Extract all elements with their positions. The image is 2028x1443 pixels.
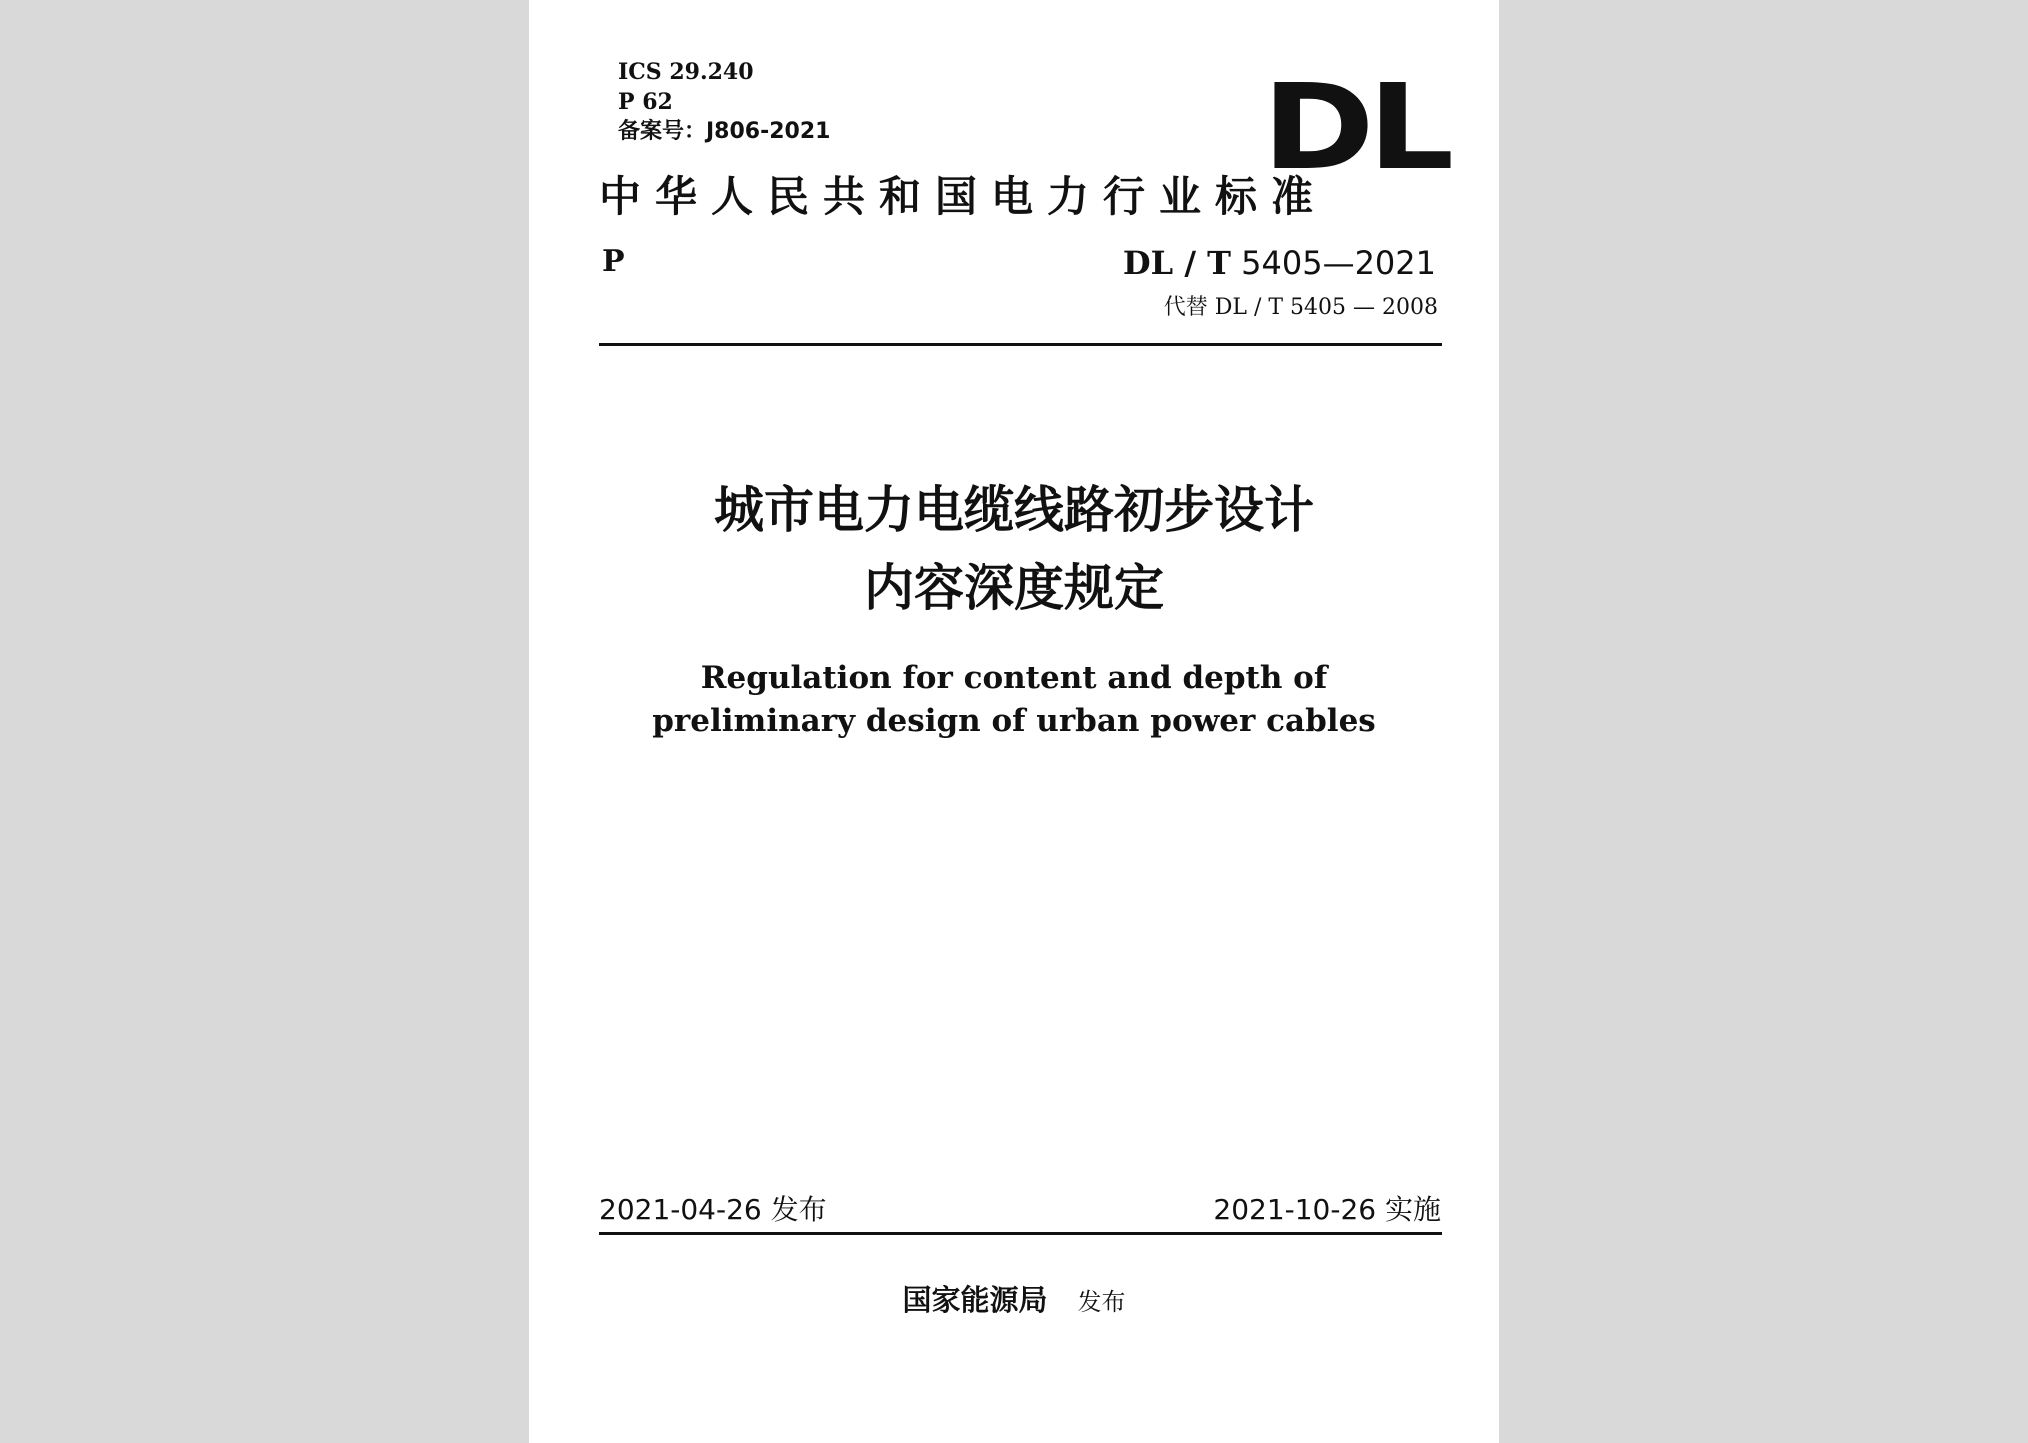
standard-number xyxy=(1123,244,1436,282)
ccs-code xyxy=(618,87,673,118)
issue-date: 2021-04-26 发布 xyxy=(599,1193,827,1226)
standard-prefix: DL / T xyxy=(1122,244,1231,282)
record-number: 备案号：J806-2021 xyxy=(618,119,831,144)
footer-rule xyxy=(599,1232,1442,1235)
title-zh-line1: 城市电力电缆线路初步设计 xyxy=(714,481,1314,539)
ccs-text: P 62 xyxy=(618,89,673,115)
replaces-standard: 代替 DL / T 5405 — 2008 xyxy=(1163,295,1438,320)
title-zh-line2: 内容深度规定 xyxy=(864,559,1164,617)
publisher-name: 国家能源局 xyxy=(902,1283,1048,1317)
ics-code xyxy=(618,57,754,88)
standard-code: 5405—2021 xyxy=(1241,244,1436,282)
publisher-action: 发布 xyxy=(1077,1288,1126,1316)
industry-standard-title: 中华人民共和国电力行业标准 xyxy=(599,172,1328,221)
document-page xyxy=(529,0,1499,1443)
classification-letter: P xyxy=(602,244,625,279)
header-rule xyxy=(599,343,1442,346)
dl-logo: DL xyxy=(1262,58,1448,196)
title-en-line1: Regulation for content and depth of xyxy=(700,660,1328,696)
title-en-line2: preliminary design of urban power cables xyxy=(652,703,1376,739)
publisher xyxy=(529,1282,1499,1320)
implementation-date: 2021-10-26 实施 xyxy=(1213,1193,1441,1226)
ics-text: ICS 29.240 xyxy=(618,59,754,85)
